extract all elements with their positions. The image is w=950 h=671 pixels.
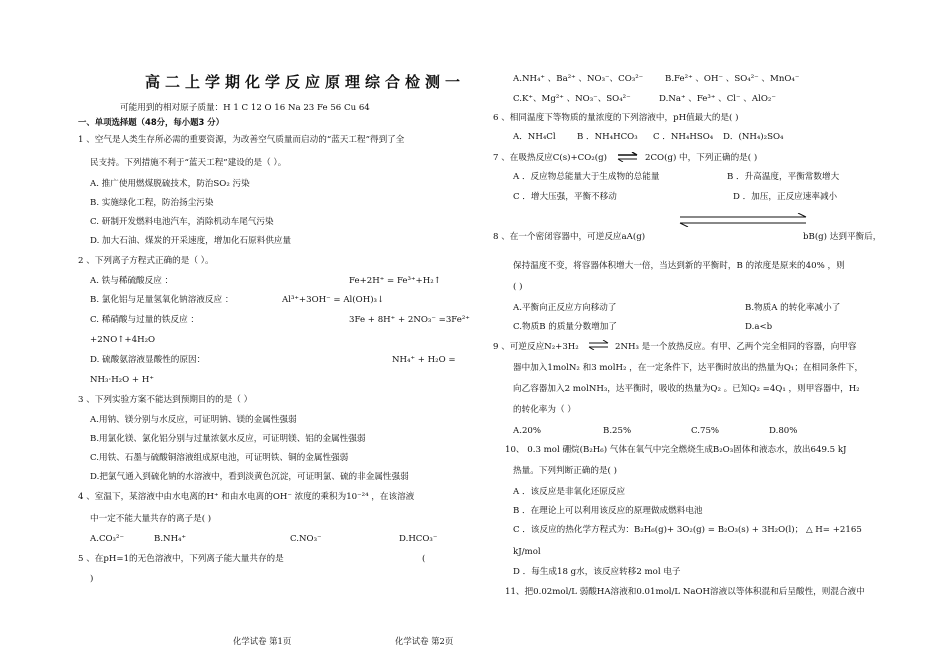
q2-option-c-label: C. 稀硝酸与过量的铁反应 ： <box>90 315 199 325</box>
q1-stem-line1: 1 、空气是人类生存所必需的重要资源，为改善空气质量而启动的“蓝天工程”得到了全 <box>78 135 405 145</box>
q5-stem: 5 、在pH=1的无色溶液中，下列离子能大量共存的是 <box>78 554 284 564</box>
q9-stem-part2: 2NH₃ 是一个放热反应。有甲、乙两个完全相同的容器，向甲容 <box>615 342 857 352</box>
atomic-masses: 可能用到的相对原子质量：H 1 C 12 O 16 Na 23 Fe 56 Cu 64 <box>120 103 370 113</box>
reversible-arrow-icon <box>588 340 610 350</box>
q3-option-a: A.用钠、镁分别与水反应，可证明钠、镁的金属性强弱 <box>90 415 297 425</box>
q5-option-c: C.K⁺、Mg²⁺ 、NO₃⁻、SO₄²⁻ <box>513 94 631 104</box>
q1-option-b: B. 实施绿化工程，防治扬尘污染 <box>90 198 214 208</box>
q7-option-d: D ．加压，正反应速率减小 <box>733 192 838 202</box>
q7-option-b: B ．升高温度，平衡常数增大 <box>727 172 840 182</box>
q4-stem-line2: 中一定不能大量共存的离子是( ) <box>90 514 212 524</box>
left-page <box>70 0 470 671</box>
page-title: 高二上学期化学反应原理综合检测一 <box>145 73 466 91</box>
q2-stem: 2 、下列离子方程式正确的是（ ）。 <box>78 256 214 266</box>
q5-option-a: A.NH₄⁺ 、Ba²⁺ 、NO₃⁻、CO₃²⁻ <box>513 74 644 84</box>
q5-answer-paren-close: ) <box>90 574 94 584</box>
q10-option-a: A ．该反应是非氧化还原反应 <box>513 487 626 497</box>
q8-option-c: C.物质B 的质量分数增加了 <box>513 322 617 332</box>
q9-stem-line2: 器中加入1molN₂ 和3 molH₂ ，在一定条件下，达平衡时放出的热量为Q₁；在相同条件下， <box>513 363 864 373</box>
q3-stem: 3 、下列实验方案不能达到预期目的的是（ ） <box>78 395 253 405</box>
q7-stem-part2: 2CO(g) 中，下列正确的是( ) <box>645 153 758 163</box>
q11-stem: 11、把0.02mol/L 弱酸HA溶液和0.01mol/L NaOH溶液以等体积混和后呈酸性，则混合液中 <box>505 587 865 597</box>
q9-option-b: B.25% <box>603 426 632 436</box>
q9-stem-line3: 向乙容器加入2 molNH₃，达平衡时，吸收的热量为Q₂ 。已知Q₂ =4Q₁ ，则甲容器中，H₂ <box>513 384 860 394</box>
q9-option-c: C.75% <box>691 426 720 436</box>
q5-answer-paren-open: ( <box>422 554 426 564</box>
q10-stem-line1: 10、 0.3 mol 硼烷(B₂H₆) 气体在氧气中完全燃烧生成B₂O₃固体和液态水，放出649.5 kJ <box>505 445 847 455</box>
footer-page-1: 化学试卷 第1页 <box>233 636 292 646</box>
q8-stem-part1: 8 、在一个密闭容器中，可逆反应aA(g) <box>493 232 646 242</box>
q6-stem: 6 、相同温度下等物质的量浓度的下列溶液中，pH值最大的是( ) <box>493 113 739 123</box>
q3-option-b: B.用氯化镁、氯化铝分别与过量浓氨水反应，可证明镁、铝的金属性强弱 <box>90 434 366 444</box>
q6-option-a: A．NH₄Cl <box>513 132 556 142</box>
q3-option-c: C.用铁、石墨与硫酸铜溶液组成原电池，可证明铁、铜的金属性强弱 <box>90 453 349 463</box>
q8-option-d: D.a<b <box>745 322 773 332</box>
q1-option-a: A. 推广使用燃煤脱硫技术，防治SO₂ 污染 <box>90 179 250 189</box>
q1-option-d: D. 加大石油、煤炭的开采速度，增加化石原料供应量 <box>90 236 292 246</box>
footer-page-2: 化学试卷 第2页 <box>395 636 454 646</box>
q7-option-c: C ．增大压强，平衡不移动 <box>513 192 617 202</box>
right-page <box>493 0 895 671</box>
q3-option-d: D.把氯气通入到硫化钠的水溶液中，看到淡黄色沉淀，可证明氯、硫的非金属性强弱 <box>90 472 409 482</box>
q10-option-c-continued: kJ/mol <box>513 547 541 557</box>
q2-option-a-equation: Fe+2H⁺ = Fe³⁺+H₂↑ <box>349 276 441 286</box>
equilibrium-arrow-icon <box>678 213 808 227</box>
section-heading: 一、单项选择题（48分，每小题3 分） <box>78 117 225 127</box>
q2-option-a-label: A. 铁与稀硫酸反应 ： <box>90 276 174 286</box>
q1-option-c: C. 研制开发燃料电池汽车，消除机动车尾气污染 <box>90 217 274 227</box>
q10-option-d: D ．每生成18 g水，该反应转移2 mol 电子 <box>513 567 681 577</box>
q2-option-c-continued: +2NO↑+4H₂O <box>90 335 156 345</box>
q8-option-a: A.平衡向正反应方向移动了 <box>513 303 617 313</box>
q9-option-d: D.80% <box>769 426 798 436</box>
q8-stem-part2: bB(g) 达到平衡后， <box>803 232 882 242</box>
q1-stem-line2: 民支持。下列措施不利于“蓝天工程”建设的是（ ）。 <box>90 158 287 168</box>
q4-option-c: C.NO₃⁻ <box>290 534 322 544</box>
q10-option-c: C ．该反应的热化学方程式为：B₂H₆(g)+ 3O₂(g) = B₂O₃(s) + 3H₂O(l)； △ H= +2165 <box>513 525 862 535</box>
q5-option-b: B.Fe²⁺ 、OH⁻ 、SO₄²⁻ 、MnO₄⁻ <box>665 74 800 84</box>
q5-option-d: D.Na⁺ 、Fe³⁺ 、Cl⁻ 、AlO₂⁻ <box>659 94 776 104</box>
q10-stem-line2: 热量。下列判断正确的是( ) <box>513 466 617 476</box>
q9-stem-part1: 9 、可逆反应N₂+3H₂ <box>493 342 579 352</box>
q8-stem-line3: ( ) <box>513 282 523 292</box>
q2-option-d-continued: NH₃·H₂O + H⁺ <box>90 375 154 385</box>
q9-stem-line4: 的转化率为（ ） <box>513 405 576 415</box>
q2-option-b-label: B. 氯化铝与足量氢氧化钠溶液反应 ： <box>90 295 234 305</box>
q4-option-d: D.HCO₃⁻ <box>399 534 438 544</box>
q6-option-d: D．(NH₄)₂SO₄ <box>723 132 784 142</box>
q10-option-b: B ．在理论上可以利用该反应的原理做成燃料电池 <box>513 506 703 516</box>
q6-option-b: B ．NH₄HCO₃ <box>577 132 638 142</box>
q2-option-d-equation: NH₄⁺ + H₂O = <box>392 355 456 365</box>
q7-option-a: A ．反应物总能量大于生成物的总能量 <box>513 172 660 182</box>
q8-option-b: B.物质A 的转化率减小了 <box>745 303 841 313</box>
q6-option-c: C ．NH₄HSO₄ <box>653 132 714 142</box>
q4-option-a: A.CO₃²⁻ <box>90 534 124 544</box>
q8-stem-line2: 保持温度不变，将容器体积增大一倍，当达到新的平衡时，B 的浓度是原来的40% ，则 <box>513 261 845 271</box>
q2-option-d-label: D. 硫酸氨溶液显酸性的原因： <box>90 355 206 365</box>
reversible-arrow-icon <box>617 152 639 162</box>
q4-stem-line1: 4 、室温下，某溶液中由水电离的H⁺ 和由水电离的OH⁻ 浓度的乘积为10⁻²⁴ ，在该溶液 <box>78 492 415 502</box>
q2-option-b-equation: Al³⁺+3OH⁻ = Al(OH)₃↓ <box>282 295 385 305</box>
q7-stem-part1: 7 、在吸热反应C(s)+CO₂(g) <box>493 153 607 163</box>
q9-option-a: A.20% <box>513 426 542 436</box>
q4-option-b: B.NH₄⁺ <box>154 534 187 544</box>
q2-option-c-equation: 3Fe + 8H⁺ + 2NO₃⁻ =3Fe²⁺ <box>349 315 470 325</box>
